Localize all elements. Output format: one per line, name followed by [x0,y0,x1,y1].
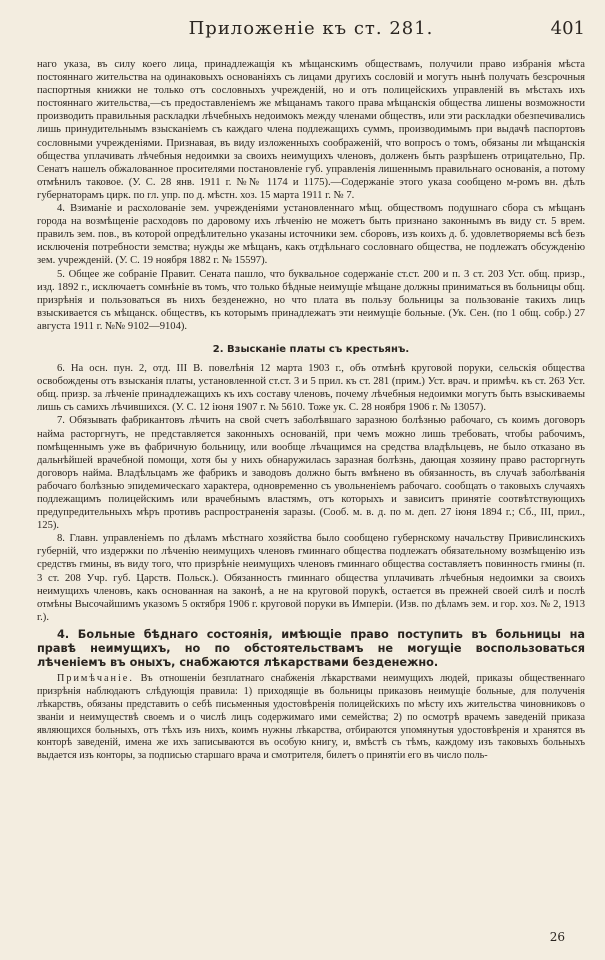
section-title: 2. Взысканiе платы съ крестьянъ. [212,343,410,355]
paragraph: наго указа, въ силу коего лица, принадлежащiя къ мѣщанскимъ обществамъ, получили право избранiя мѣста постояннаго жительства на одинаковыхъ основанiяхъ съ лицами другихъ сословiй и могутъ нынѣ получать безсрочныя паспортныя книжки не только отъ сословныхъ учрежденiй, но и отъ полицейскихъ управленiй въ мѣстахъ ихъ постояннаго жительства,—съ предоставленiемъ же мѣщанамъ такого права мѣщанскiя общества лишены возможности производить правильныя раскладки лѣчебныхъ недоимокъ между членами обществъ, или эти раскладки обезпечивались лишь принудительнымъ взысканiемъ съ каждаго члена подлежащихъ суммъ, производимымъ при выдачѣ паспортовъ сословными учрежденiями. Признавая, въ виду изложенныхъ соображенiй, что вопросъ о томъ, обязаны ли мѣщанскiя общества уплачивать лѣчебныя недоимки за своихъ неимущихъ членовъ, долженъ быть разрѣшенъ отрицательно, Пр. Сенатъ нашелъ обжалованное просителями постановленiе губ. управленiя лишеннымъ правильнаго основанiя, а потому отмѣнилъ таковое. (У. С. 28 янв. 1911 г. №№ 1174 и 1175).—Содержанiе этого указа сообщено м-ромъ вн. дѣлъ губернаторамъ цирк. по гл. упр. по д. мѣстн. хоз. 15 марта 1911 г. № 7. [37,59,585,201]
paragraph: 6. На осн. пун. 2, отд. III В. повелѣнiя 12 марта 1903 г., объ отмѣнѣ круговой поруки, сельскiя общества освобождены отъ взысканiя платы, установленной ст.ст. 3 и 5 прил. къ ст. 281 (прим.) Уст. врач. и примѣч. къ ст. 263 Уст. общ. призр. за лѣченiе принадлежащихъ къ ихъ составу членовъ, почему лѣчебныя недоимки могутъ быть взыскиваемы лишь съ самихъ лѣчившихся. (У. С. 12 iюня 1907 г. № 5610. Тоже ук. С. 28 ноября 1906 г. № 13057). [37,363,585,414]
note-text: Въ отношенiи безплатнаго снабженiя лѣкарствами неимущихъ людей, приказы общественнаго призрѣнiя наблюдаютъ слѣдующiя правила: 1) приходящiе въ больницы приказовъ неимущiе больные, для полученiя лѣкарствъ, обязаны представить о себѣ письменныя удостовѣренiя полицейскихъ по мѣсту ихъ жительства чиновниковъ о званiи и неимуществѣ своемъ и о числѣ лицъ содержимаго ими семейства; 2) по осмотрѣ врачемъ заведенiй приказа являющихся больныхъ, отъ тѣхъ изъ нихъ, коимъ нужны лѣкарства, отбираются упомянутыя удостовѣренiя и хранятся въ конторѣ заведенiй, имена же ихъ записываются въ особую книгу, и, вмѣстѣ съ тѣмъ, каждому изъ таковыхъ больныхъ выдается изъ конторы, за подписью старшаго врача и смотрителя, билетъ о принятiи его въ число поль- [37,672,585,762]
page-number: 401 [550,18,585,39]
note-label: Примѣчанiе. [57,672,134,684]
paragraph: 8. Главн. управленiемъ по дѣламъ мѣстнаго хозяйства было сообщено губернскому начальству Привислинскихъ губернiй, что издержки по лѣченiю неимущихъ членовъ гминнаго общества подлежатъ обязательному возмѣщенiю изъ средствъ гмины, въ виду того, что призрѣнiе неимущихъ членовъ гминнаго общества составляетъ повинность гмины (п. 3 ст. 208 Учр. губ. Царств. Польск.). Обязанность гминнаго общества уплачивать лѣчебныя недоимки за своихъ неимущихъ членовъ, какъ основанная на законѣ, а не на круговой порукѣ, остается въ прежней своей силѣ и послѣ отмѣны Высочайшимъ указомъ 5 октября 1906 г. круговой поруки въ Имперiи. (Изв. по дѣламъ зем. и гор. хоз. № 2, 1913 г.). [37,533,585,623]
article-heading: 4. Больные бѣднаго состоянiя, имѣющiе право поступить въ больницы на правѣ неимущихъ, но по обстоятельствамъ не могущiе воспользоваться лѣченiемъ въ оныхъ, снабжаются лѣкарствами безденежно. [37,627,585,669]
paragraph: 7. Обязывать фабрикантовъ лѣчить на свой счетъ заболѣвшаго заразною болѣзнью рабочаго, съ коимъ договоръ найма расторгнутъ, не представляется законныхъ основанiй, при чемъ можно лишь требовать, чтобы рабочимъ, помѣщеннымъ уже въ фабричную больницу, или вообще лѣчащимся на средства владѣльцевъ, не было отказано въ дальнѣйшей врачебной помощи, хотя бы у нихъ обнаружилась заразная болѣзнь, дающая хозяину право расторгнуть договоръ найма. Владѣльцамъ же фабрикъ и заводовъ должно быть вмѣнено въ обязанность, въ случаѣ заболѣванiя рабочаго болѣзнью эпидемическаго характера, одновременно съ увольненiемъ рабочаго. сообщать о таковыхъ случаяхъ подлежащимъ полицейскимъ или врачебнымъ властямъ, отъ которыхъ и зависитъ принятiе соотвѣтствующихъ предупредительныхъ мѣръ противъ распространенiя заразы. (Сооб. м. в. д. по м. деп. 27 iюня 1894 г.; Сб., III, прил., 125). [37,415,585,532]
header-title: Приложенiе къ ст. 281. [188,18,434,39]
page-body [37,58,585,763]
page-header [37,18,585,46]
note-paragraph [37,673,585,763]
paragraph: 5. Общее же собранiе Правит. Сената пашло, что буквальное содержанiе ст.ст. 200 и п. 3 ст. 203 Уст. общ. призр., изд. 1892 г., исключаетъ сомнѣнiе въ томъ, что только бѣдные неимущiе мѣщане должны приниматься въ больницы общ. призрѣнiя и пользоваться въ нихъ безденежно, но что плата въ пользу больницы за пользованiе такихъ лицъ взыскивается съ мѣщанск. обществъ, къ которымъ принадлежатъ эти неимущiе больные. (Ук. Сен. (по 1 общ. собр.) 27 августа 1911 г. №№ 9102—9104). [37,268,585,332]
signature-mark: 26 [549,930,565,944]
paragraph: 4. Взиманiе и расхолованiе зем. учрежденiями установленнаго мѣщ. обществомъ подушнаго сбора съ мѣщанъ города на возмѣщенiе расходовъ по даровому ихъ лѣченiю не можетъ быть признано законнымъ въ виду ст. 5 врем. правилъ зем. пов., въ которой опредѣлительно указаны источники зем. сборовъ, изъ коихъ д. б. удовлетворяемы всѣ безъ исключенiя потребности земства; нужды же мѣщанъ, какъ отдѣльнаго сословнаго общества, не подлежатъ обсужденiю зем. учрежденiй. (У. С. 19 ноября 1882 г. № 15597). [37,203,585,267]
